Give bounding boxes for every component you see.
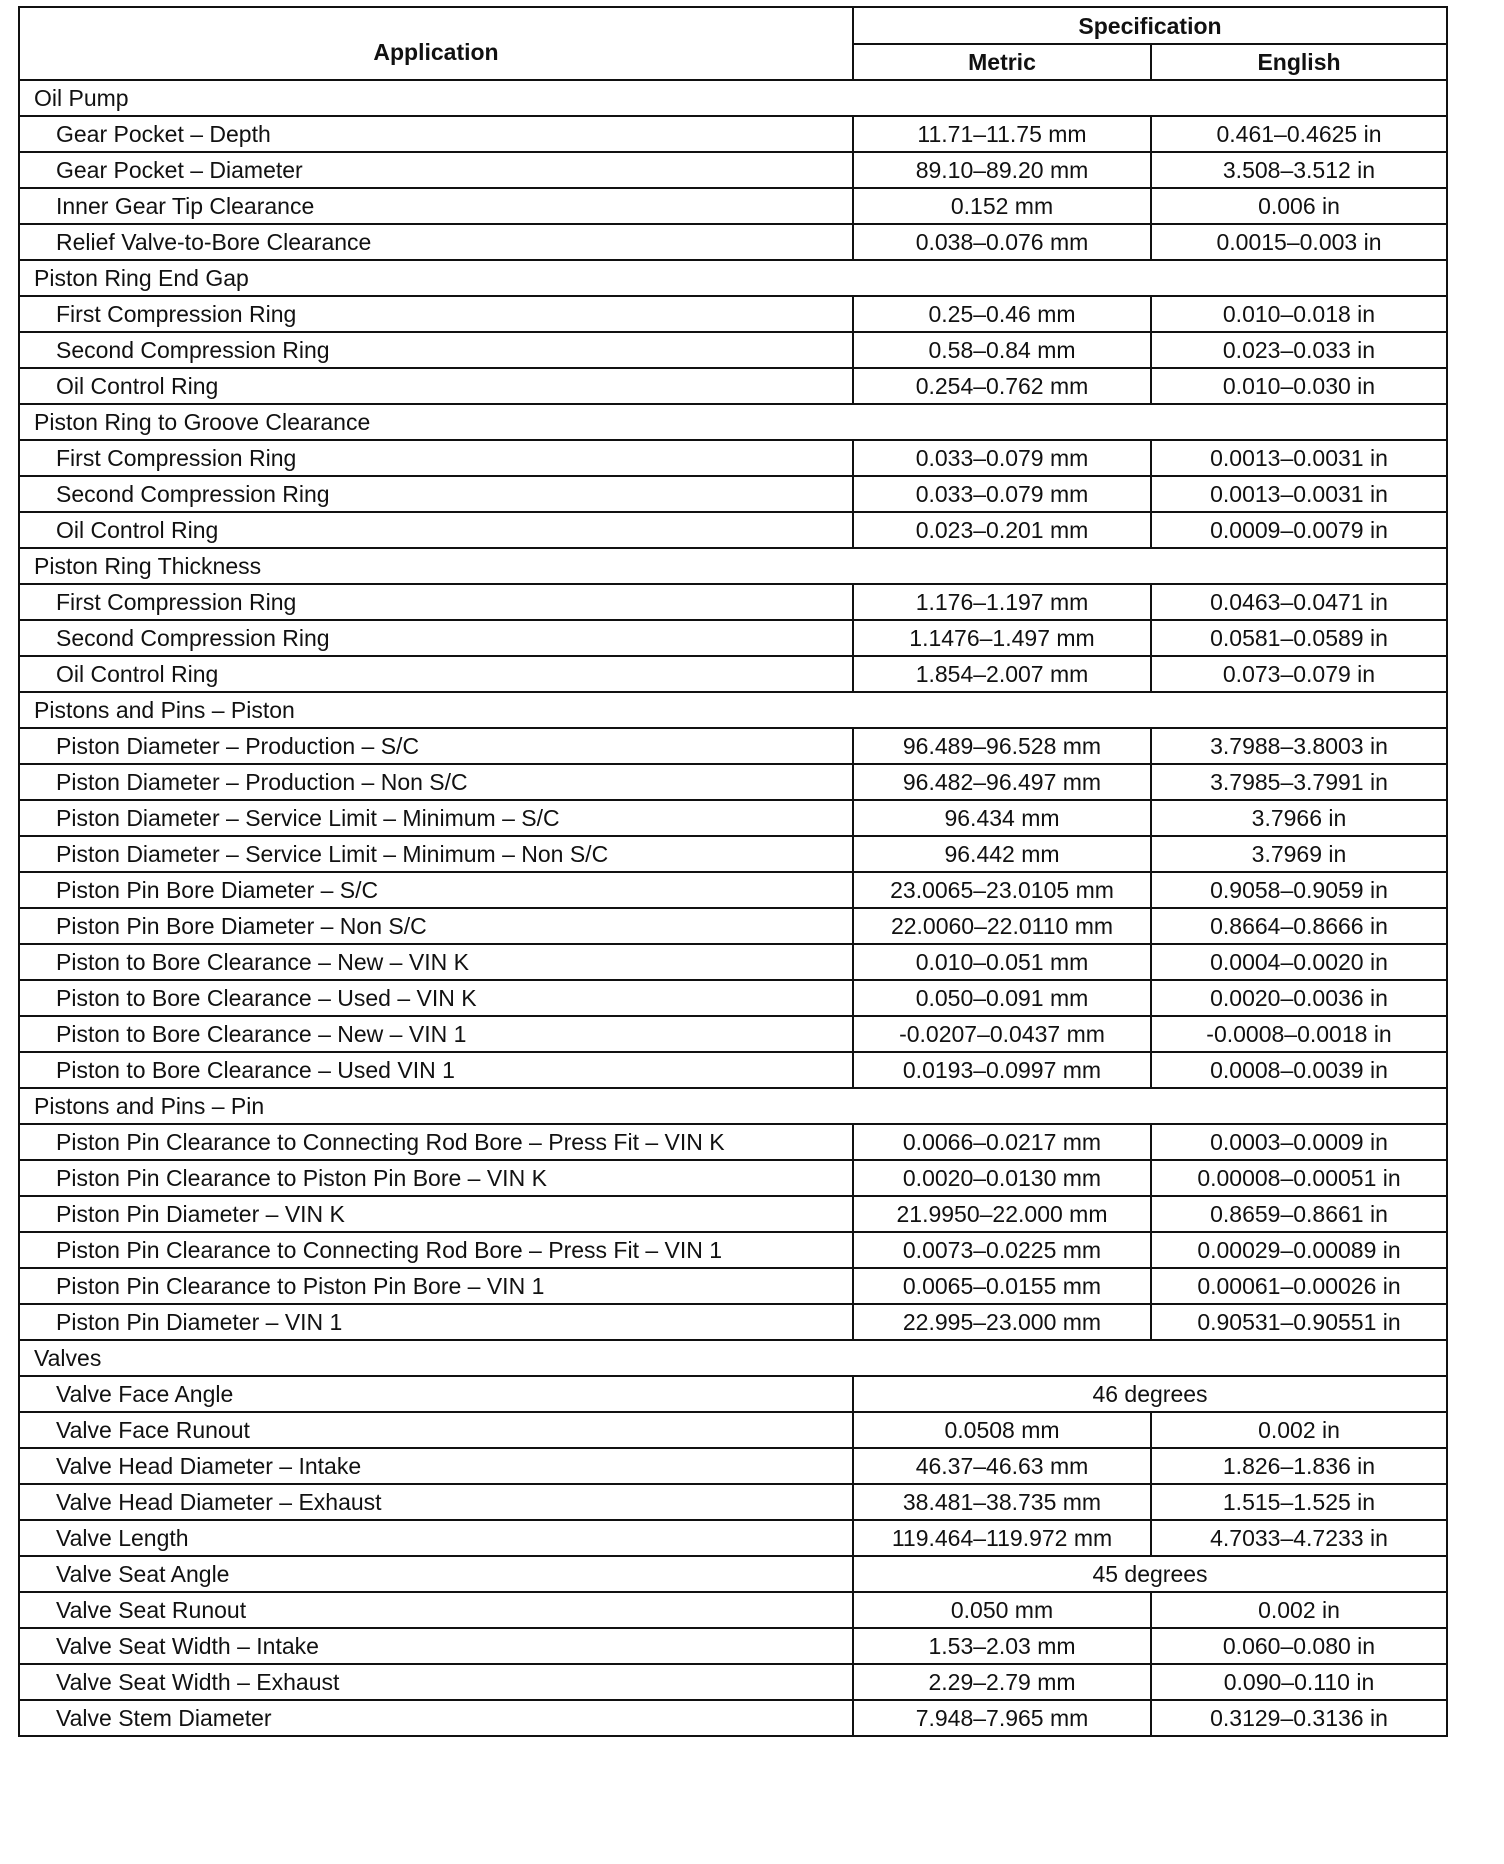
table-row xyxy=(19,1124,1447,1160)
application-cell: Piston to Bore Clearance – New – VIN 1 xyxy=(19,1016,853,1052)
english-cell: 0.0581–0.0589 in xyxy=(1151,620,1447,656)
table-row xyxy=(19,908,1447,944)
application-cell: Valve Face Runout xyxy=(19,1412,853,1448)
table-row xyxy=(19,1520,1447,1556)
application-cell: Oil Control Ring xyxy=(19,656,853,692)
section-title: Pistons and Pins – Piston xyxy=(19,692,1447,728)
application-cell: Piston Pin Diameter – VIN 1 xyxy=(19,1304,853,1340)
english-cell: 0.3129–0.3136 in xyxy=(1151,1700,1447,1736)
metric-cell: 96.442 mm xyxy=(853,836,1151,872)
application-cell: Valve Head Diameter – Intake xyxy=(19,1448,853,1484)
metric-cell: 1.1476–1.497 mm xyxy=(853,620,1151,656)
metric-cell: 23.0065–23.0105 mm xyxy=(853,872,1151,908)
english-cell: 0.090–0.110 in xyxy=(1151,1664,1447,1700)
combined-spec-cell: 45 degrees xyxy=(853,1556,1447,1592)
section-row xyxy=(19,80,1447,116)
application-cell: Piston Pin Clearance to Connecting Rod Bore – Press Fit – VIN 1 xyxy=(19,1232,853,1268)
english-cell: 0.0013–0.0031 in xyxy=(1151,476,1447,512)
english-cell: 0.0463–0.0471 in xyxy=(1151,584,1447,620)
table-row xyxy=(19,1160,1447,1196)
table-row xyxy=(19,296,1447,332)
metric-cell: 0.0193–0.0997 mm xyxy=(853,1052,1151,1088)
application-cell: Piston Pin Bore Diameter – S/C xyxy=(19,872,853,908)
table-row xyxy=(19,656,1447,692)
metric-column-header: Metric xyxy=(853,44,1151,80)
application-cell: Piston Pin Clearance to Connecting Rod Bore – Press Fit – VIN K xyxy=(19,1124,853,1160)
english-cell: 0.010–0.030 in xyxy=(1151,368,1447,404)
english-cell: 0.023–0.033 in xyxy=(1151,332,1447,368)
application-cell: Valve Seat Width – Exhaust xyxy=(19,1664,853,1700)
english-cell: 0.0003–0.0009 in xyxy=(1151,1124,1447,1160)
application-cell: Valve Seat Width – Intake xyxy=(19,1628,853,1664)
english-cell: 0.006 in xyxy=(1151,188,1447,224)
application-cell: First Compression Ring xyxy=(19,440,853,476)
section-row xyxy=(19,260,1447,296)
metric-cell: 46.37–46.63 mm xyxy=(853,1448,1151,1484)
table-row xyxy=(19,980,1447,1016)
english-cell: 0.9058–0.9059 in xyxy=(1151,872,1447,908)
english-cell: -0.0008–0.0018 in xyxy=(1151,1016,1447,1052)
section-row xyxy=(19,404,1447,440)
header-row-top xyxy=(19,7,1447,44)
metric-cell: 0.152 mm xyxy=(853,188,1151,224)
english-cell: 3.7969 in xyxy=(1151,836,1447,872)
table-row xyxy=(19,368,1447,404)
english-cell: 0.00008–0.00051 in xyxy=(1151,1160,1447,1196)
application-cell: Piston to Bore Clearance – Used VIN 1 xyxy=(19,1052,853,1088)
section-title: Piston Ring End Gap xyxy=(19,260,1447,296)
application-cell: Piston Pin Clearance to Piston Pin Bore – VIN K xyxy=(19,1160,853,1196)
metric-cell: 1.53–2.03 mm xyxy=(853,1628,1151,1664)
section-row xyxy=(19,1340,1447,1376)
english-cell: 0.0004–0.0020 in xyxy=(1151,944,1447,980)
section-title: Pistons and Pins – Pin xyxy=(19,1088,1447,1124)
metric-cell: 7.948–7.965 mm xyxy=(853,1700,1151,1736)
table-row xyxy=(19,152,1447,188)
application-cell: Second Compression Ring xyxy=(19,332,853,368)
english-cell: 0.0020–0.0036 in xyxy=(1151,980,1447,1016)
metric-cell: 2.29–2.79 mm xyxy=(853,1664,1151,1700)
section-title: Piston Ring to Groove Clearance xyxy=(19,404,1447,440)
application-cell: First Compression Ring xyxy=(19,584,853,620)
application-cell: Piston Diameter – Production – S/C xyxy=(19,728,853,764)
table-row xyxy=(19,584,1447,620)
english-cell: 0.461–0.4625 in xyxy=(1151,116,1447,152)
table-header xyxy=(19,7,1447,80)
english-cell: 3.7985–3.7991 in xyxy=(1151,764,1447,800)
metric-cell: 0.0065–0.0155 mm xyxy=(853,1268,1151,1304)
table-row xyxy=(19,1196,1447,1232)
application-cell: Valve Seat Runout xyxy=(19,1592,853,1628)
application-cell: Gear Pocket – Diameter xyxy=(19,152,853,188)
english-cell: 1.826–1.836 in xyxy=(1151,1448,1447,1484)
section-row xyxy=(19,692,1447,728)
section-title: Valves xyxy=(19,1340,1447,1376)
application-column-header: Application xyxy=(19,7,853,80)
table-row xyxy=(19,512,1447,548)
table-row xyxy=(19,764,1447,800)
application-cell: Valve Length xyxy=(19,1520,853,1556)
application-cell: Piston to Bore Clearance – New – VIN K xyxy=(19,944,853,980)
combined-spec-cell: 46 degrees xyxy=(853,1376,1447,1412)
table-row xyxy=(19,836,1447,872)
application-cell: Piston Pin Clearance to Piston Pin Bore – VIN 1 xyxy=(19,1268,853,1304)
metric-cell: 0.038–0.076 mm xyxy=(853,224,1151,260)
english-cell: 4.7033–4.7233 in xyxy=(1151,1520,1447,1556)
table-row xyxy=(19,224,1447,260)
metric-cell: 22.0060–22.0110 mm xyxy=(853,908,1151,944)
english-cell: 0.0015–0.003 in xyxy=(1151,224,1447,260)
table-row xyxy=(19,1016,1447,1052)
table-row xyxy=(19,872,1447,908)
english-cell: 0.8664–0.8666 in xyxy=(1151,908,1447,944)
table-row xyxy=(19,1556,1447,1592)
table-row xyxy=(19,1268,1447,1304)
metric-cell: 11.71–11.75 mm xyxy=(853,116,1151,152)
application-cell: Gear Pocket – Depth xyxy=(19,116,853,152)
section-title: Piston Ring Thickness xyxy=(19,548,1447,584)
table-row xyxy=(19,1448,1447,1484)
table-row xyxy=(19,1592,1447,1628)
application-cell: Second Compression Ring xyxy=(19,476,853,512)
metric-cell: -0.0207–0.0437 mm xyxy=(853,1016,1151,1052)
table-row xyxy=(19,1628,1447,1664)
table-row xyxy=(19,1232,1447,1268)
metric-cell: 96.489–96.528 mm xyxy=(853,728,1151,764)
english-cell: 0.0008–0.0039 in xyxy=(1151,1052,1447,1088)
metric-cell: 0.254–0.762 mm xyxy=(853,368,1151,404)
table-row xyxy=(19,188,1447,224)
table-row xyxy=(19,476,1447,512)
english-column-header: English xyxy=(1151,44,1447,80)
application-cell: Oil Control Ring xyxy=(19,368,853,404)
application-cell: Piston Diameter – Production – Non S/C xyxy=(19,764,853,800)
specification-column-header: Specification xyxy=(853,7,1447,44)
application-cell: Valve Stem Diameter xyxy=(19,1700,853,1736)
metric-cell: 0.050 mm xyxy=(853,1592,1151,1628)
application-cell: Piston Pin Diameter – VIN K xyxy=(19,1196,853,1232)
metric-cell: 21.9950–22.000 mm xyxy=(853,1196,1151,1232)
english-cell: 0.002 in xyxy=(1151,1412,1447,1448)
application-cell: Valve Face Angle xyxy=(19,1376,853,1412)
table-row xyxy=(19,1304,1447,1340)
metric-cell: 119.464–119.972 mm xyxy=(853,1520,1151,1556)
application-cell: Piston Diameter – Service Limit – Minimum – S/C xyxy=(19,800,853,836)
table-row xyxy=(19,944,1447,980)
english-cell: 3.7966 in xyxy=(1151,800,1447,836)
table-row xyxy=(19,116,1447,152)
english-cell: 0.00061–0.00026 in xyxy=(1151,1268,1447,1304)
metric-cell: 0.033–0.079 mm xyxy=(853,440,1151,476)
table-body xyxy=(19,80,1447,1736)
application-cell: Oil Control Ring xyxy=(19,512,853,548)
table-row xyxy=(19,620,1447,656)
application-cell: First Compression Ring xyxy=(19,296,853,332)
english-cell: 0.00029–0.00089 in xyxy=(1151,1232,1447,1268)
metric-cell: 96.434 mm xyxy=(853,800,1151,836)
table-row xyxy=(19,728,1447,764)
metric-cell: 0.0066–0.0217 mm xyxy=(853,1124,1151,1160)
application-cell: Piston to Bore Clearance – Used – VIN K xyxy=(19,980,853,1016)
metric-cell: 0.0508 mm xyxy=(853,1412,1151,1448)
section-row xyxy=(19,548,1447,584)
english-cell: 3.7988–3.8003 in xyxy=(1151,728,1447,764)
metric-cell: 1.176–1.197 mm xyxy=(853,584,1151,620)
english-cell: 0.073–0.079 in xyxy=(1151,656,1447,692)
application-cell: Piston Pin Bore Diameter – Non S/C xyxy=(19,908,853,944)
application-cell: Valve Head Diameter – Exhaust xyxy=(19,1484,853,1520)
metric-cell: 0.0020–0.0130 mm xyxy=(853,1160,1151,1196)
table-row xyxy=(19,1664,1447,1700)
application-cell: Relief Valve-to-Bore Clearance xyxy=(19,224,853,260)
table-row xyxy=(19,1412,1447,1448)
english-cell: 1.515–1.525 in xyxy=(1151,1484,1447,1520)
table-row xyxy=(19,800,1447,836)
section-row xyxy=(19,1088,1447,1124)
english-cell: 3.508–3.512 in xyxy=(1151,152,1447,188)
metric-cell: 89.10–89.20 mm xyxy=(853,152,1151,188)
application-cell: Piston Diameter – Service Limit – Minimum – Non S/C xyxy=(19,836,853,872)
table-row xyxy=(19,1700,1447,1736)
table-row xyxy=(19,1052,1447,1088)
application-cell: Valve Seat Angle xyxy=(19,1556,853,1592)
metric-cell: 96.482–96.497 mm xyxy=(853,764,1151,800)
metric-cell: 0.050–0.091 mm xyxy=(853,980,1151,1016)
metric-cell: 0.0073–0.0225 mm xyxy=(853,1232,1151,1268)
section-title: Oil Pump xyxy=(19,80,1447,116)
application-cell: Second Compression Ring xyxy=(19,620,853,656)
application-cell: Inner Gear Tip Clearance xyxy=(19,188,853,224)
metric-cell: 1.854–2.007 mm xyxy=(853,656,1151,692)
table-row xyxy=(19,1484,1447,1520)
metric-cell: 0.25–0.46 mm xyxy=(853,296,1151,332)
english-cell: 0.90531–0.90551 in xyxy=(1151,1304,1447,1340)
english-cell: 0.0009–0.0079 in xyxy=(1151,512,1447,548)
table-row xyxy=(19,440,1447,476)
english-cell: 0.010–0.018 in xyxy=(1151,296,1447,332)
specification-table xyxy=(18,6,1448,1737)
table-row xyxy=(19,332,1447,368)
english-cell: 0.002 in xyxy=(1151,1592,1447,1628)
metric-cell: 0.58–0.84 mm xyxy=(853,332,1151,368)
metric-cell: 22.995–23.000 mm xyxy=(853,1304,1151,1340)
metric-cell: 0.033–0.079 mm xyxy=(853,476,1151,512)
english-cell: 0.8659–0.8661 in xyxy=(1151,1196,1447,1232)
metric-cell: 0.010–0.051 mm xyxy=(853,944,1151,980)
table-row xyxy=(19,1376,1447,1412)
metric-cell: 0.023–0.201 mm xyxy=(853,512,1151,548)
english-cell: 0.060–0.080 in xyxy=(1151,1628,1447,1664)
metric-cell: 38.481–38.735 mm xyxy=(853,1484,1151,1520)
english-cell: 0.0013–0.0031 in xyxy=(1151,440,1447,476)
